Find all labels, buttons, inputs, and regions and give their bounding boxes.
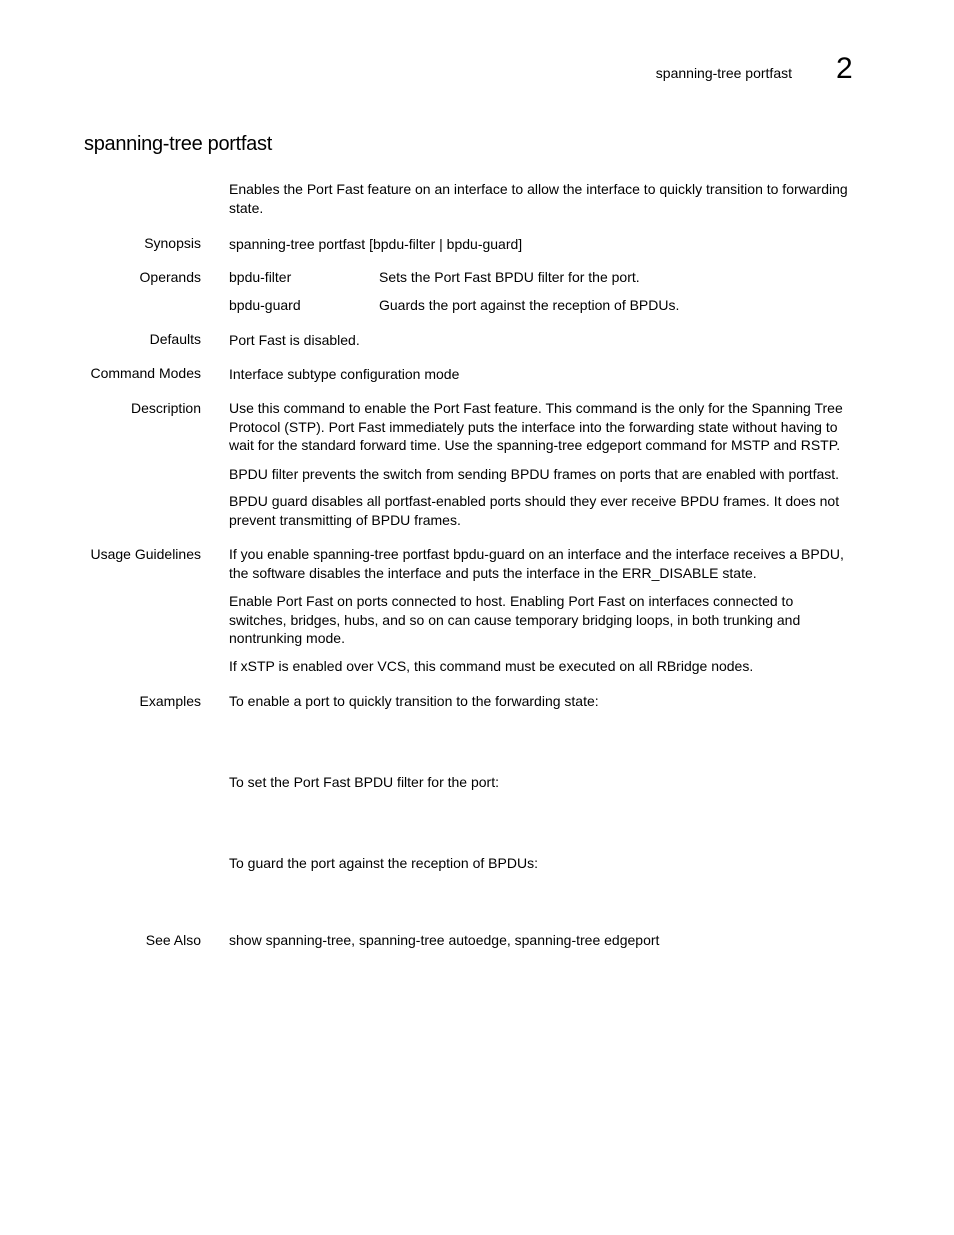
synopsis-command: spanning-tree portfast <box>229 236 366 252</box>
command-modes-label: Command Modes <box>90 365 201 381</box>
chapter-number: 2 <box>836 52 853 85</box>
description-label: Description <box>130 400 201 416</box>
command-modes-text: Interface subtype configuration mode <box>229 366 460 382</box>
example-text: To guard the port against the reception of BPDUs: <box>229 855 538 871</box>
defaults-text: Port Fast is disabled. <box>229 332 360 348</box>
synopsis-option-guard: bpdu-guard <box>446 236 519 252</box>
usage-paragraph-1 <box>229 545 849 582</box>
description-line: Use this command to enable the Port Fast feature. This command is the only for the Spanning Tree <box>229 400 843 416</box>
description-line <box>229 436 889 455</box>
description-text: wait for the standard forward time. Use the <box>229 437 497 454</box>
intro-text: Enables the Port Fast feature on an interface to allow the interface to quickly transition to forwarding state. <box>229 181 848 216</box>
examples-label: Examples <box>139 693 201 709</box>
usage-guidelines-label: Usage Guidelines <box>90 546 201 562</box>
example-text: To enable a port to quickly transition to the forwarding state: <box>229 693 599 709</box>
defaults-label: Defaults <box>149 331 201 347</box>
synopsis-text <box>229 235 874 254</box>
operand-name: bpdu-filter <box>229 269 292 285</box>
command-reference: spanning-tree edgeport <box>496 437 642 454</box>
command-reference: spanning-tree portfast bpdu-guard <box>313 546 525 562</box>
usage-paragraph-3: If xSTP is enabled over VCS, this command must be executed on all RBridge nodes. <box>229 658 754 674</box>
synopsis-separator: | <box>435 236 447 252</box>
operand-description: Sets the Port Fast BPDU filter for the port. <box>379 269 640 285</box>
synopsis-option-filter: bpdu-filter <box>372 236 436 252</box>
synopsis-close-bracket: ] <box>518 236 523 252</box>
see-also-links[interactable]: show spanning-tree, spanning-tree autoedge, spanning-tree edgeport <box>229 932 660 948</box>
description-text: command for MSTP and RSTP. <box>641 437 841 454</box>
page-title: spanning-tree portfast <box>84 133 272 155</box>
operands-label: Operands <box>139 269 201 285</box>
synopsis-label: Synopsis <box>144 235 201 251</box>
synopsis-open-bracket: [ <box>365 236 373 252</box>
example-text: To set the Port Fast BPDU filter for the port: <box>229 774 499 790</box>
operand-name: bpdu-guard <box>229 297 301 313</box>
description-line: Protocol (STP). Port Fast immediately puts the interface into the forwarding state without having to <box>229 418 838 435</box>
usage-text: on an interface and the interface receives a BPDU, the software disables the interface and puts the interface in the ERR_DISABLE state. <box>229 546 844 581</box>
usage-text: If you enable <box>229 546 314 562</box>
see-also-label: See Also <box>145 932 201 948</box>
operand-description: Guards the port against the reception of BPDUs. <box>379 297 680 313</box>
running-header-title: spanning-tree portfast <box>655 65 792 81</box>
description-paragraph-3: BPDU guard disables all portfast-enabled ports should they ever receive BPDU frames. It does not prevent transmitting of BPDU frames. <box>229 493 840 528</box>
description-paragraph-1 <box>229 399 889 455</box>
description-paragraph-2: BPDU filter prevents the switch from sending BPDU frames on ports that are enabled with portfast. <box>229 466 840 482</box>
usage-paragraph-2: Enable Port Fast on ports connected to host. Enabling Port Fast on interfaces connected to switches, bridges, hubs, and so on can cause temporary bridging loops, in both trunking and nontrunking mode. <box>229 593 801 647</box>
